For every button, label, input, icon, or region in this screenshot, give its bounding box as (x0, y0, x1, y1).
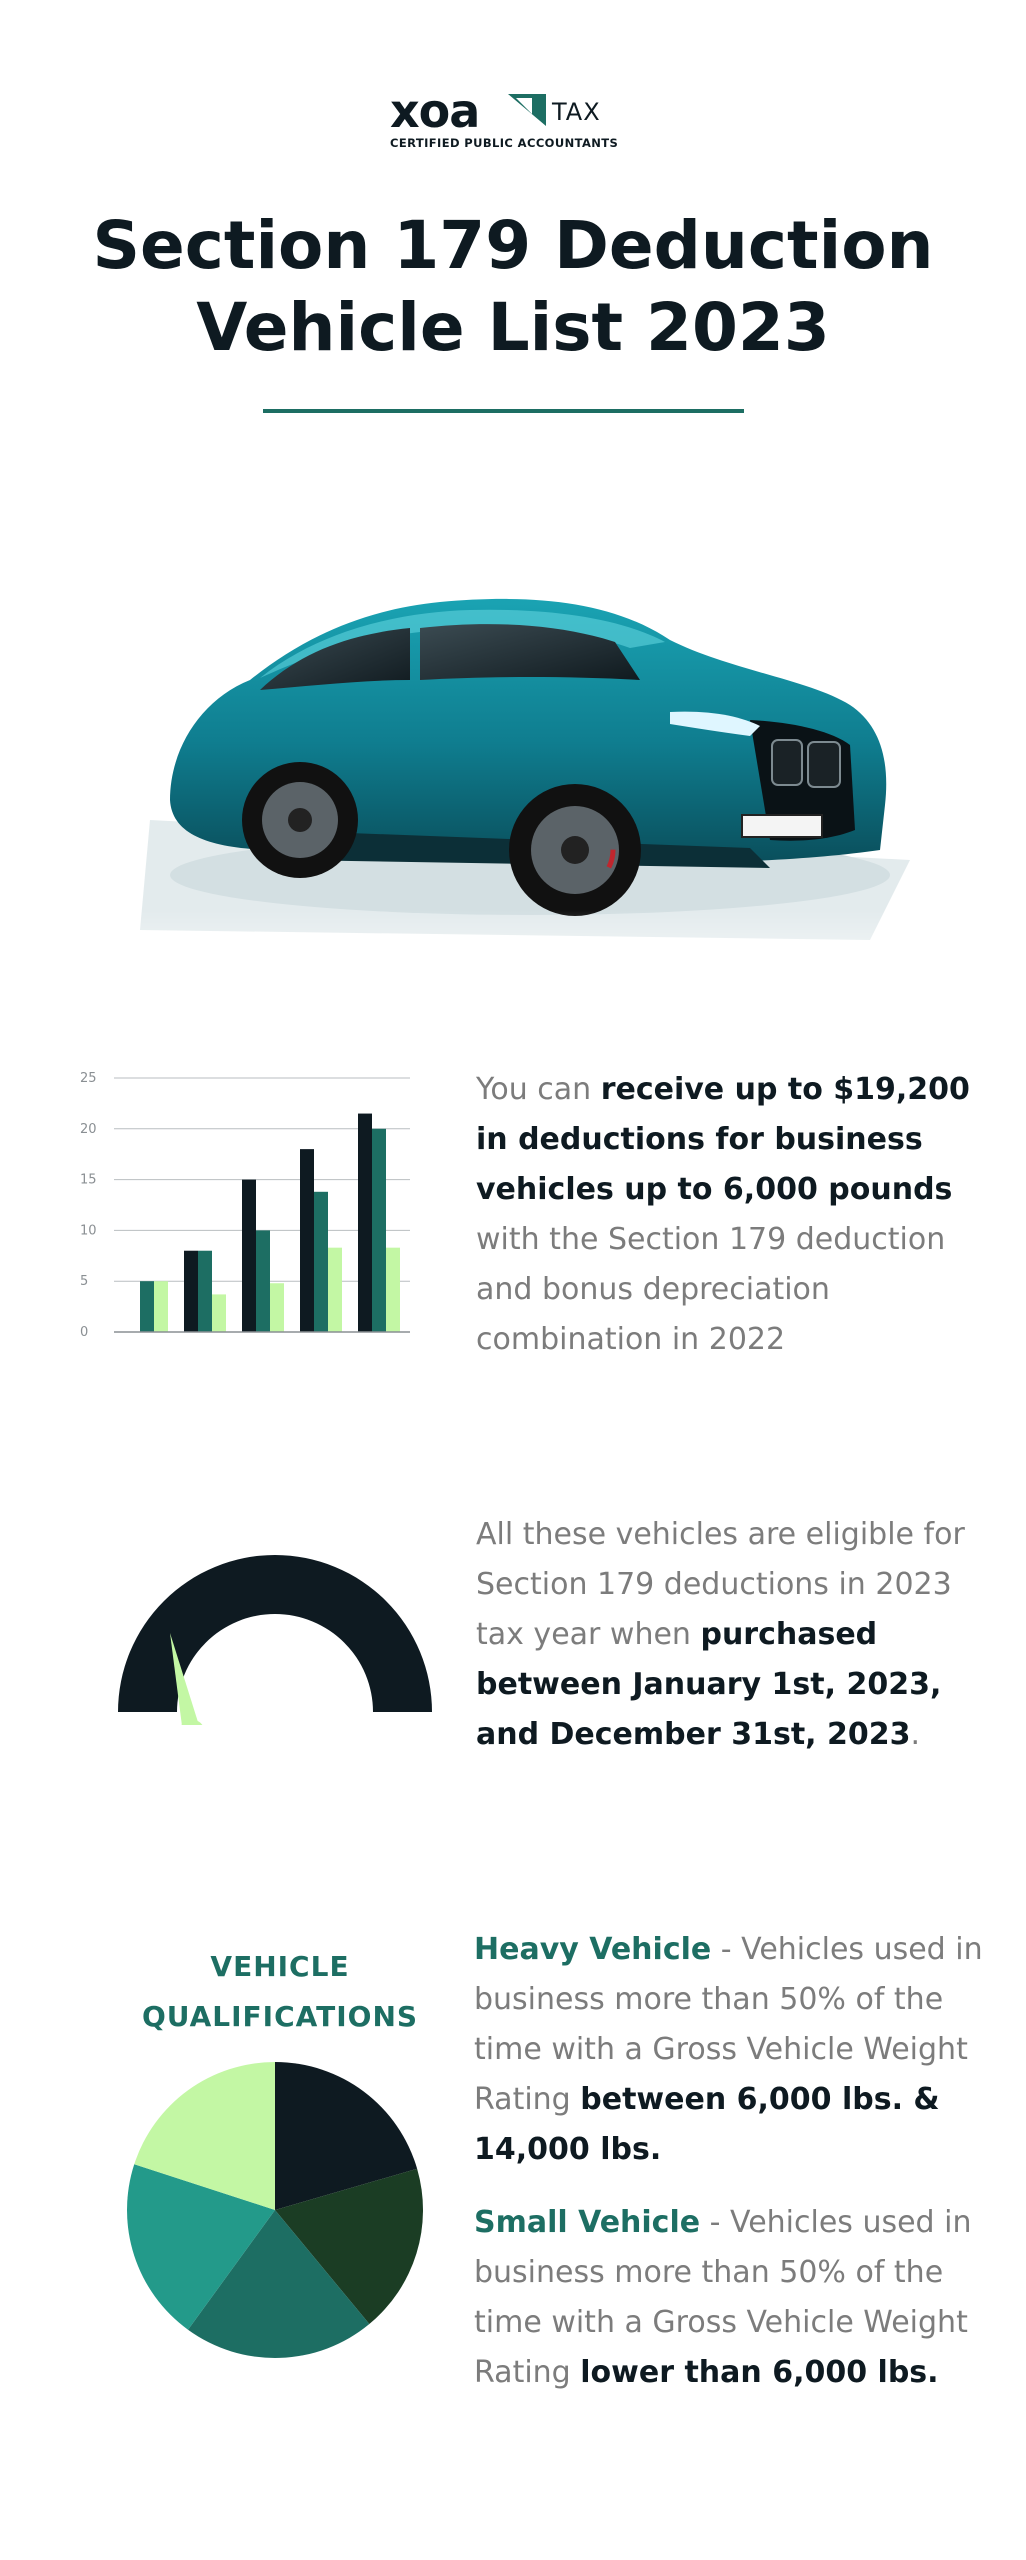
heavy-vehicle-desc: - Vehicles used in business more than 50% of the time with a Gross Vehicle Weight Rating (474, 1932, 983, 2117)
small-vehicle-label: Small Vehicle (474, 2205, 701, 2240)
bar-chart-bar (198, 1251, 212, 1332)
bar-chart-bar (140, 1281, 154, 1332)
title-line-1: Section 179 Deduction (92, 207, 934, 284)
small-vehicle-weight: lower than 6,000 lbs. (580, 2355, 939, 2390)
title-divider (263, 409, 744, 413)
deduction-text-tail: with the Section 179 deduction and bonus depreciation combination in 2022 (476, 1222, 946, 1357)
bar-chart-bar (328, 1248, 342, 1332)
deduction-text-highlight: receive up to $19,200 in deductions for business vehicles up to 6,000 pounds (476, 1072, 970, 1207)
page-title (60, 205, 966, 369)
bar-chart-y-tick: 10 (80, 1223, 97, 1239)
bar-chart-bar (212, 1294, 226, 1332)
heavy-vehicle-weight: between 6,000 lbs. & 14,000 lbs. (474, 2082, 940, 2167)
title-line-2: Vehicle List 2023 (196, 289, 830, 366)
bar-chart-bar (154, 1281, 168, 1332)
bar-chart (80, 1060, 440, 1360)
qualifications-heading-line-1: VEHICLE (210, 1950, 350, 1983)
bar-chart-y-tick: 20 (80, 1121, 97, 1137)
bar-chart-bar (256, 1230, 270, 1332)
deduction-amount-text (476, 1065, 986, 1365)
bar-chart-bar (386, 1248, 400, 1332)
small-vehicle-desc: - Vehicles used in business more than 50% of the time with a Gross Vehicle Weight Rating (474, 2205, 972, 2390)
bar-chart-bar (358, 1114, 372, 1332)
deduction-text-lead: You can (476, 1072, 601, 1107)
heavy-vehicle-text (474, 1925, 994, 2175)
eligibility-text-tail: . (910, 1717, 921, 1752)
bar-chart-bar (184, 1251, 198, 1332)
heavy-vehicle-label: Heavy Vehicle (474, 1932, 712, 1967)
small-vehicle-text (474, 2198, 994, 2398)
bar-chart-y-tick: 0 (80, 1325, 89, 1340)
eligibility-text (476, 1510, 996, 1760)
bar-chart-bar (242, 1180, 256, 1332)
bar-chart-bar (270, 1283, 284, 1332)
eligibility-text-highlight: purchased between January 1st, 2023, and December 31st, 2023 (476, 1617, 942, 1752)
bar-chart-bar (372, 1129, 386, 1332)
pie-chart (125, 2060, 425, 2360)
bar-chart-y-tick: 25 (80, 1071, 97, 1086)
qualifications-heading-line-2: QUALIFICATIONS (141, 2000, 419, 2033)
logo-tagline: CERTIFIED PUBLIC ACCOUNTANTS (390, 136, 619, 150)
bar-chart-y-tick: 5 (80, 1274, 89, 1290)
logo-brand-text: xoa (390, 84, 480, 138)
bar-chart-y-tick: 15 (80, 1172, 97, 1188)
logo-chevron-icon (508, 94, 548, 128)
bar-chart-bar (300, 1149, 314, 1332)
logo-suffix: TAX (552, 98, 601, 126)
bar-chart-bar (314, 1192, 328, 1332)
suv-car-image (110, 530, 930, 1010)
brand-logo (0, 84, 1026, 158)
eligibility-text-lead: All these vehicles are eligible for Section 179 deductions in 2023 tax year when (476, 1517, 965, 1652)
speedometer-gauge-icon (118, 1555, 432, 1725)
qualifications-heading (120, 1942, 440, 2042)
